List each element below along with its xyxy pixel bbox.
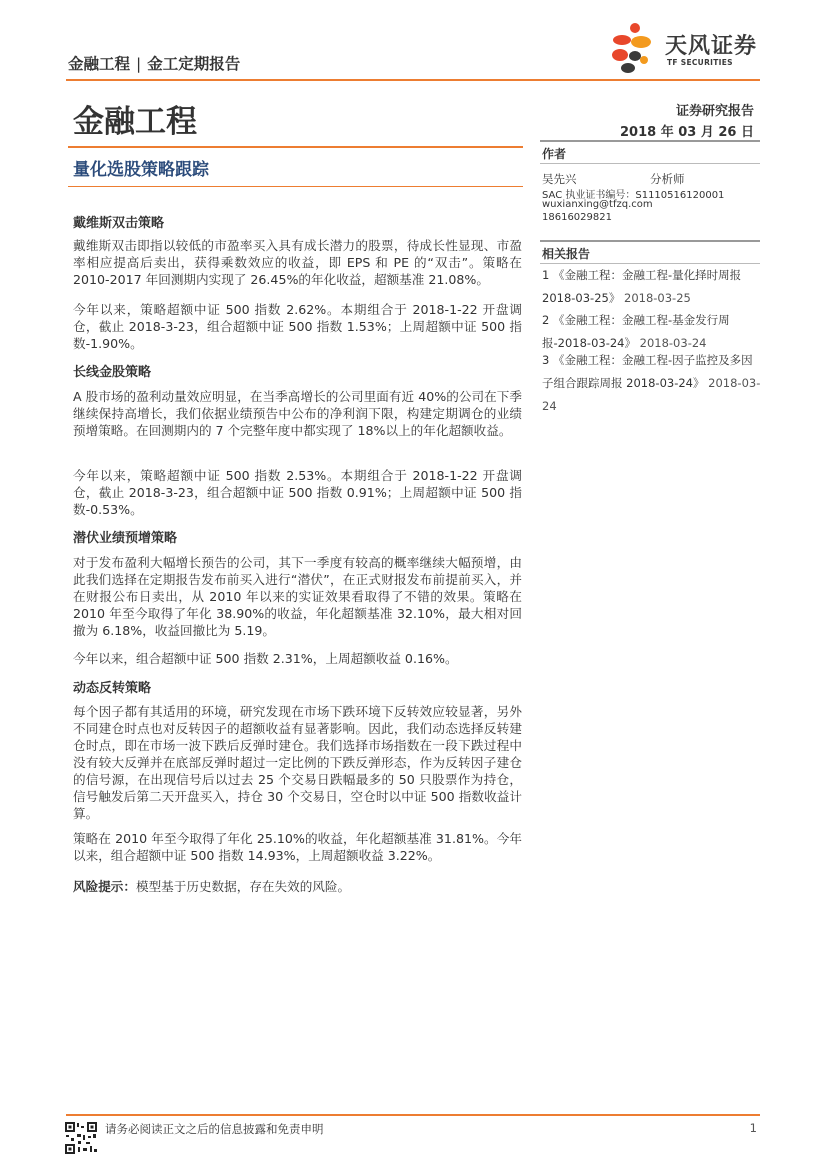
section-paragraph: 每个因子都有其适用的环境，研究发现在市场下跌环境下反转效应较显著，另外不同建仓时点也对反转因子的超额收益有显著影响。因此，我们动态选择反转建仓时点，即在市场一波下跌后反弹时建仓。我们选择市场指数在一段下跌过程中没有较大反弹并在底部反弹时超过一定比例的下跌反弹形态，作为反转因子建仓的信号源，在出现信号后以过去 25 个交易日跌幅最多的 50 只股票作为持仓，信号触发后第二天开盘买入，持仓 30 个交易日，空仓时以中证 500 指数收益计算。 — [73, 704, 522, 821]
page-number: 1 — [749, 1121, 757, 1135]
title-divider-top — [68, 146, 523, 148]
related-heading: 相关报告 — [542, 247, 591, 261]
logo-name: 天风证券 — [665, 34, 758, 59]
header-divider-line — [66, 79, 760, 81]
related-report[interactable] — [542, 264, 762, 310]
logo-subtitle: TF SECURITIES — [667, 58, 733, 67]
title-divider-bottom — [68, 186, 523, 187]
related-report[interactable] — [542, 349, 762, 418]
related-report-title[interactable]: 3 《金融工程：金融工程-因子监控及多因子组合跟踪周报 2018-03-24》 — [542, 353, 753, 390]
author-phone: 18616029821 — [542, 212, 612, 223]
section-title: 长线金股策略 — [73, 365, 152, 380]
section-paragraph: 今年以来，策略超额中证 500 指数 2.53%。本期组合于 2018-1-22 开盘调仓，截止 2018-3-23，组合超额中证 500 指数 0.91%；上周超额中证 500 指数-0.53%。 — [73, 468, 522, 517]
page-title: 金融工程 — [73, 104, 197, 140]
sidebar-divider — [540, 163, 760, 164]
section-title: 潜伏业绩预增策略 — [73, 531, 178, 546]
related-report-title[interactable]: 2 《金融工程：金融工程-基金发行周报-2018-03-24》 — [542, 313, 730, 350]
author-role: 分析师 — [650, 172, 685, 186]
report-date: 2018 年 03 月 26 日 — [620, 125, 754, 140]
section-title: 戴维斯双击策略 — [73, 216, 165, 231]
author-email[interactable]: wuxianxing@tfzq.com — [542, 199, 653, 210]
related-report-date: 2018-03-24 — [542, 376, 761, 413]
footer-disclaimer[interactable]: 请务必阅读正文之后的信息披露和免责申明 — [105, 1122, 324, 1136]
author-cert: SAC 执业证书编号：S1110516120001 — [542, 190, 725, 201]
risk-label: 风险提示： — [73, 879, 136, 894]
header-category: 金融工程 — [68, 55, 131, 73]
section-paragraph: 策略在 2010 年至今取得了年化 25.10%的收益，年化超额基准 31.81%。今年以来，组合超额中证 500 指数 14.93%，上周超额收益 3.22%。 — [73, 831, 522, 863]
report-type: 证券研究报告 — [675, 104, 754, 119]
header-divider: | — [136, 55, 142, 73]
section-paragraph: 戴维斯双击即指以较低的市盈率买入具有成长潜力的股票，待成长性显现、市盈率相应提高后卖出，获得乘数效应的收益，即 EPS 和 PE 的“双击”。策略在 2010-2017 年回测期内实现了 26.45%的年化收益，超额基准 21.08%。 — [73, 238, 522, 287]
section-title: 动态反转策略 — [73, 681, 152, 696]
related-report-date: 2018-03-25 — [624, 291, 691, 305]
risk-text: 模型基于历史数据，存在失效的风险。 — [135, 879, 351, 894]
header-breadcrumb — [68, 52, 240, 74]
footer-divider — [66, 1114, 760, 1116]
report-subtitle: 量化选股策略跟踪 — [73, 160, 209, 180]
section-paragraph: A 股市场的盈利动量效应明显，在当季高增长的公司里面有近 40%的公司在下季继续保持高增长，我们依据业绩预告中公布的净利润下限，构建定期调仓的业绩预增策略。在回测期内的 7 个完整年度中都实现了 18%以上的年化超额收益。 — [73, 389, 522, 438]
author-heading: 作者 — [542, 147, 567, 161]
related-report-date: 2018-03-24 — [639, 336, 707, 350]
sidebar-divider — [540, 140, 760, 142]
risk-warning — [73, 876, 350, 895]
section-paragraph: 今年以来，策略超额中证 500 指数 2.62%。本期组合于 2018-1-22 开盘调仓，截止 2018-3-23，组合超额中证 500 指数 1.53%；上周超额中证 500 指数-1.90%。 — [73, 302, 522, 351]
related-report-title[interactable]: 1 《金融工程：金融工程-量化择时周报 2018-03-25》 — [542, 268, 742, 305]
section-paragraph: 今年以来，组合超额中证 500 指数 2.31%，上周超额收益 0.16%。 — [73, 651, 458, 666]
sidebar-divider — [540, 240, 760, 242]
author-name: 吴先兴 — [542, 172, 577, 186]
section-paragraph: 对于发布盈利大幅增长预告的公司，其下一季度有较高的概率继续大幅预增，由此我们选择在定期报告发布前买入进行“潜伏”，在正式财报发布前提前买入，并在财报公布日卖出，从 2010 年以来的实证效果看取得了不错的效果。策略在 2010 年至今取得了年化 38.90%的收益，年化超额基准 32.10%，最大相对回撤为 6.18%，收益回撤比为 5.19。 — [73, 555, 522, 638]
header-series: 金工定期报告 — [147, 55, 241, 73]
qr-code-icon — [64, 1121, 98, 1155]
